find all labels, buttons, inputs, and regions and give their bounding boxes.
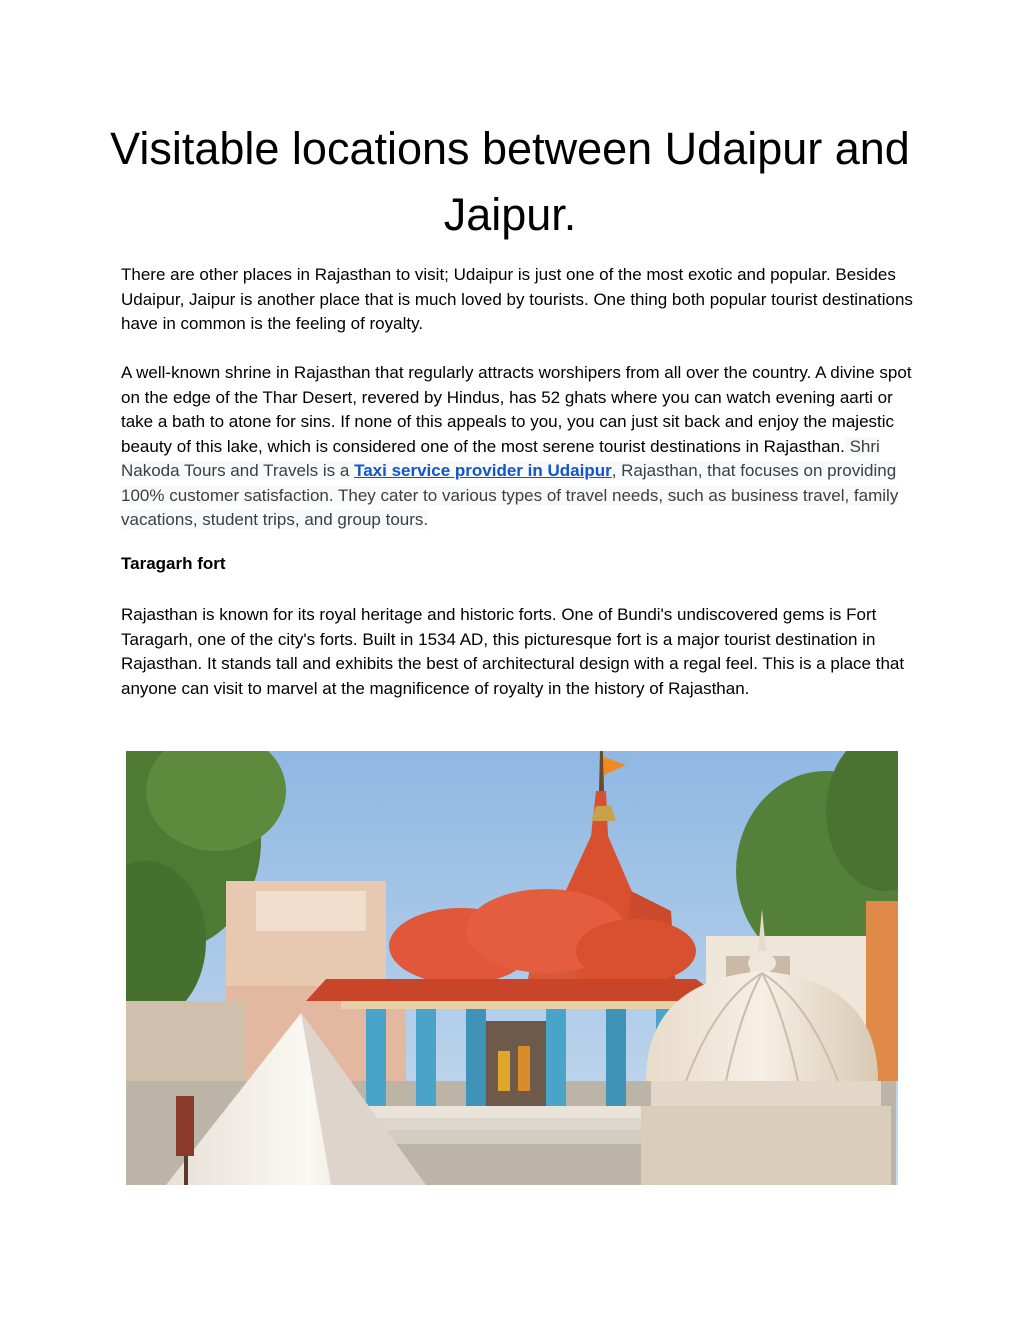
section-heading: Taragarh fort — [121, 554, 226, 573]
temple-photo — [126, 751, 898, 1185]
fort-paragraph: Rajasthan is known for its royal heritage and historic forts. One of Bundi's undiscovered gems is Fort Taragarh, one of the city's forts. Built in 1534 AD, this picturesque fort is a major tourist destination in Rajasthan. It stands tall and exhibits the best of architectural design with a regal feel. This is a place that anyone can visit to marvel at the magnificence of royalty in the history of Rajasthan. — [121, 605, 905, 698]
intro-paragraph: There are other places in Rajasthan to visit; Udaipur is just one of the most exotic and popular. Besides Udaipur, Jaipur is another place that is much loved by tourists. One thing both popular tourist destinations have in common is the feeling of royalty. — [121, 265, 913, 333]
shrine-text: A well-known shrine in Rajasthan that regularly attracts worshipers from all over the country. A divine spot on the edge of the Thar Desert, revered by Hindus, has 52 ghats where you can watch evening aarti or take a bath to atone for sins. If none of this appeals to you, you can just sit back and enjoy the majestic beauty of this lake, which is considered one of the most serene tourist destinations in Rajasthan. — [121, 363, 912, 456]
promo-tail: , Rajasthan, that focuses on providing 100% customer satisfaction. They cater to various types of travel needs, such as business travel, family vacations, student trips, and group tours. — [121, 461, 899, 529]
temple-illustration — [126, 751, 898, 1185]
taxi-service-link[interactable]: Taxi service provider in Udaipur — [354, 461, 612, 480]
promo-lead: Shri Nakoda Tours and Travels is a — [121, 436, 880, 480]
shrine-paragraph — [121, 361, 921, 533]
page-title: Visitable locations between Udaipur and Jaipur. — [110, 123, 910, 240]
